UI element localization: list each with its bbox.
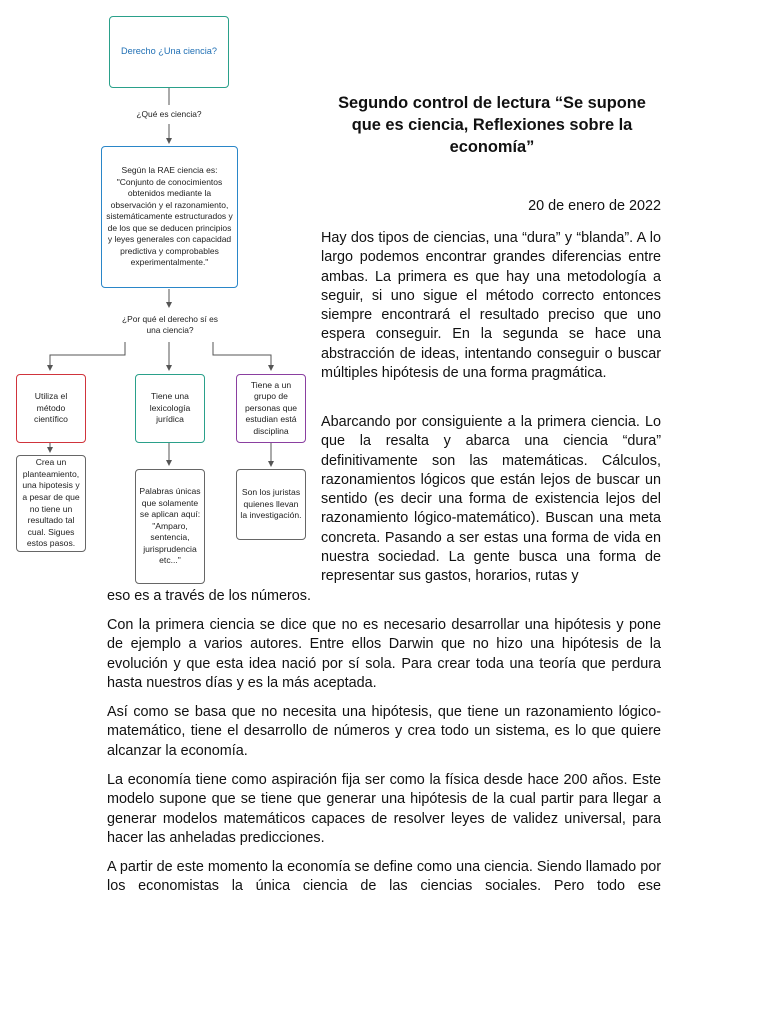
- connector-q2-branch3: [213, 342, 271, 370]
- concept-map: [0, 0, 320, 590]
- branch-legal-lexicology: [135, 374, 205, 443]
- paragraph-4: Así como se basa que no necesita una hipótesis, que tiene un razonamiento lógico-matemático, tiene el desarrollo de números y crea todo un sistema, es lo que quiere alcanzar la economía.: [107, 704, 661, 759]
- question-what-is-science: ¿Qué es ciencia?: [136, 109, 202, 119]
- question-why-law-is-science: ¿Por qué el derecho sí es una ciencia?: [122, 314, 218, 336]
- paragraph-2: Abarcando por consiguiente a la primera ciencia. Lo que la resalta y abarca una ciencia “dura” definitivamente son las matemáticas. Cálculos, razonamientos lógicos que están lejos de buscar un sentido (es decir una forma de existencia lejos del razonamiento lógico-matemático). Buscan una meta concreta. Pasando a ser estas una forma de vida en nuestra sociedad. La gente busca una forma de representar sus gastos, horarios, rutas y: [321, 414, 661, 585]
- branch-legal-lexicology-label: Tiene una lexicología jurídica: [149, 391, 191, 425]
- detail-scientific-method: [16, 455, 86, 552]
- root-node: [109, 16, 229, 88]
- paragraph-2-continuation: eso es a través de los números.: [107, 588, 311, 604]
- branch-scientific-method: [16, 374, 86, 443]
- detail-legal-lexicology-text: Palabras únicas que solamente se aplican aquí: "Amparo, sentencia, jurisprudencia etc...": [139, 485, 201, 566]
- detail-scientific-method-text: Crea un planteamiento, una hipotesis y a pesar de que no tiene un resultado tal cual. Sigues estos pasos.: [22, 457, 80, 549]
- branch-group-of-people-label: Tiene a un grupo de personas que estudian está disciplina: [244, 379, 298, 436]
- branch-group-of-people: [236, 374, 306, 443]
- detail-group-of-people: [236, 469, 306, 540]
- document-date: 20 de enero de 2022: [528, 198, 661, 214]
- connector-q2-branch1: [50, 342, 125, 370]
- detail-group-of-people-text: Son los juristas quienes llevan la investigación.: [240, 487, 302, 521]
- definition-text: Según la RAE ciencia es: "Conjunto de conocimientos obtenidos mediante la observación y el razonamiento, sistemáticamente estructurados y de los que se deducen principios y leyes generales con capacidad predictiva y comprobables experimentalmente.": [106, 165, 233, 268]
- branch-scientific-method-label: Utiliza el método científico: [34, 391, 68, 425]
- paragraph-5: La economía tiene como aspiración fija ser como la física desde hace 200 años. Este modelo supone que se tiene que generar una hipótesis de la cual partir para llegar a generar modelos matemáticos capaces de resolver leyes de validez universal, para hacer las anheladas predicciones.: [107, 772, 661, 846]
- paragraph-1: Hay dos tipos de ciencias, una “dura” y “blanda”. A lo largo podemos encontrar grandes diferencias entre ambas. La primera es que hay una metodología a seguir, si uno sigue el método correcto entonces siempre encontrará el resultado preciso que uno espera conseguir. En la segunda se hace una abstracción de ideas, intentando conseguir o buscar múltiples hipótesis de una forma pragmática.: [321, 230, 661, 382]
- document-title: Segundo control de lectura “Se supone que es ciencia, Reflexiones sobre la economía”: [338, 94, 646, 156]
- paragraph-6: A partir de este momento la economía se define como una ciencia. Siendo llamado por los economistas la única ciencia de las ciencias sociales. Pero todo ese: [107, 859, 661, 895]
- paragraph-3: Con la primera ciencia se dice que no es necesario desarrollar una hipótesis y pone de ejemplo a varios autores. Entre ellos Darwin que no hizo una hipótesis de la evolución y que esta idea nació por sí sola. Para crear toda una teoría que perdura hasta nuestros días y es la más aceptada.: [107, 617, 661, 691]
- detail-legal-lexicology: [135, 469, 205, 584]
- root-node-label: Derecho ¿Una ciencia?: [120, 46, 217, 57]
- definition-node: [101, 146, 238, 288]
